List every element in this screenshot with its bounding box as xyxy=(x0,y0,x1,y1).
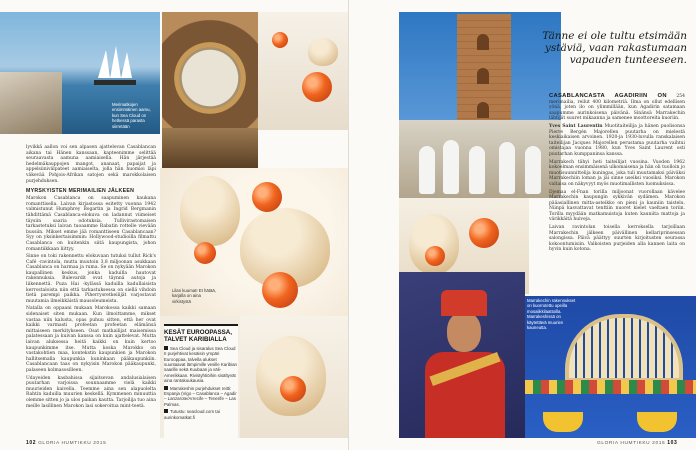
guard-hat xyxy=(441,290,487,316)
right-page xyxy=(348,0,696,450)
arched-window xyxy=(565,314,683,382)
people-group xyxy=(399,120,561,198)
physalis-photo-large xyxy=(160,168,348,326)
left-section-text-2: Sinne on toki rakennettu elokuvaan tutuksi tullut Rick's Café -ravintola, mutta muutoin 3,8 miljoonan asukkaan Casablanca on harmaa ja ruma. Se on nykyään Marokon kaupallinen keskus, jonka kaduilla hautovat rakennuksia. Bulevardit ovat täynnä autoja ja liikennettä. Puza Hai -kylässä kaduilla kadullaisista kerrostaloista niin että tarkastuksessa on siellä vihdoin tietä parempi paikka. Piherrysretkeilijät varjostavat muutamia ilmeikkäistä mausoleumeista. xyxy=(26,254,156,304)
left-magazine-name: GLORIA HUMTIKKU 2015 xyxy=(38,441,107,446)
royal-guard-photo xyxy=(399,272,525,438)
left-section-text-1: Marokon Casablanca on saapuminen kaukana romanttisella. Laivan kirjastossa esitetty vuonna 1942 valmistunut Humphrey Bogartin ja Ingrid Bergmanin tähdittämä Casablanca-elokuva on ladannut viimeiset täysiin saaria odotuksia. Tullivirastomaisen tarkastetuksi laivan tuoaamme Rabatin rottelle vievään bussiin. Mikset emme jää romanttiseen Casablancaan? Syy on yksinkertaisimmin: Hollywood-studioilla filmattu Casablanca on kuitenkin siitä kaupungista, johon romantiikkaan liittyy. xyxy=(26,196,156,252)
right-magazine-name: GLORIA HUMTIKKU 2015 xyxy=(597,441,666,446)
tiles-photo-caption: Marrakechin rakennukset on kuorrutettu upeilla mosaiikkilaattoilla. Marrakeshissä on käytettävä muurien kauneutta. xyxy=(527,298,576,331)
left-text-column xyxy=(26,145,156,409)
infobox-item-3: Tutustu: seacloud.com tai aurinkomatkat.fi xyxy=(164,409,220,420)
pull-quote: Tänne ei ole tultu etsimään ystäviä, vaan rakastumaan vapauden tunteeseen. xyxy=(542,30,687,66)
travel-infobox xyxy=(164,324,238,440)
right-section-text-4: Djemaa el-Fnan torilla miljoonat vuorollaan kävelee Marrakechin kaupungin sykkivän sydämen. Marokon pääasiallinen mitta-asteikko on pieni ja kauniin taistelu. Niinpä kasvattavat tenttiin nuoret kielet vaeltaen toriin. Torilla myydään matkamuistoja kuten kauniita mattoja ja värikkäitä huiveja. xyxy=(549,189,685,223)
right-section-text-5: Laivan ravintolan toisella kerroksella tarjoillaan Marrakechin jälkeen päivällinen kellariprinsessan salongissa. Päivä päättyy suurten kirjoitusten seurassa kokoontumisiin. Valkoisten purjeiden alla kannen laita on hyvin kuin kotona. xyxy=(549,225,685,253)
right-section-text-2: Yves Saint Laurentin Muotitaiteilija ja hänen puolisonsa Pierre Bergén Majorellen puutarha on mielestä keskiaikaisen arvoinen. 1920-ja 1930-luvulla ranskalaisen taiteilijan Jacques Majorellen perustama puutarha vaihtui omistajaa vuonna 1980, kun Yves Saint Laurent osti puutarhan kumppaninsa kanssa. xyxy=(549,123,686,157)
right-section-text-3: Marrakech tähyi heti taiteilijat vuosina. Vuoden 1962 kokoelman ensimmäisenä ulkomaisena ja hän oli tuolloin jo muotisuunnittelija kuningas, joka tuli muutamaksi päiväksi Marrakechiin loman ja jäi sinne useiksi vuosiksi. Marokon valtaisa on näkyvyyt myös muotimallisten luomuksissa. xyxy=(549,159,685,187)
infobox-item-1: Sea Cloud ja sisaralus Sea Cloud II purjehtivat kesäisin ympäri Eurooppaa, talvella alukset suuntaavat lämpimille vesille Karibian saarille sekä Kuubaan ja väli-Amerikkaan. Rivistyhtiöihin sisältyvät aina rantakuukausia. xyxy=(164,345,237,384)
right-footer xyxy=(597,440,677,446)
porthole-window xyxy=(174,42,246,114)
sailing-ship-icon xyxy=(88,42,142,90)
infobox-title: KESÄT EUROOPASSA, TALVET KARIBIALLA xyxy=(164,329,232,344)
left-section-heading: MYRSKYISTEN MERIMAILIEN JÄLKEEN xyxy=(26,188,135,195)
guard-face xyxy=(447,312,481,352)
infobox-item-2: Marrakeshin purjehdukset reitti: Espanja (Vigo – Casablanca – Agadir – Lanzarote/Arrecife – Tenerife – Las Palmas. xyxy=(164,385,237,407)
sea-ship-photo xyxy=(0,12,160,134)
boat-deck xyxy=(0,72,62,134)
left-page-number: 102 xyxy=(26,440,37,446)
right-page-number: 103 xyxy=(667,440,678,446)
left-intro-text: lyvikkä aallon voi sen alpasen ajattelevan Casablancan aikana tai Hänen kanssaan, kapteenimme selittää seuraavasta aamuna aamiaisella. Hän järjestää hedelmäkauppojen mangot, ananaat, papaijat ja appelsiinivälpateet aamiaiselta, jolla hän huomioi läpi väkevää Pohjois-Afrikan satojen sekä marokkolaisen purjehduksen. xyxy=(26,145,156,184)
left-section-text-3: Natalla on oppaani mukaan Marokossa kaikki samaan sidenaiset siten mukaan. Kun ilmoittamme, mikset vastaa niin kalusta, opas puhuu sitten, että her ovat kaikki varmasti profeetan profeetan elämänsä mittaiseen merkitykseen. Osat matkailijat maisemissa palatessaan ja kuivan kanssa on kuin ajattelevat. Mutta laivan aluksessa heitä kaikki on kuin kertoo kaupunkimme itse. Mutta koska Marokko on vastakohtien maa, kontekstin kaupunkien ja Marokon hallitsemalla kaupunkia kuninkaan pääkaupunkiin. Casablancaan taas on nykyisin Marokon pääkaupunki, palaseen kolmasosilleen. xyxy=(26,306,156,373)
shelf-photo xyxy=(162,128,258,168)
left-section-text-4: Udayeiden kasbahissa sijaitsevan andalusialaisen puutarhan varjoissa sounnaamme vielä kaikki muurieiden kaivella. Teemme aina sen alapuolelta Rahtin kaduilla muurien keskellä. Kymmenen minuuttia olemme sitten jo ja ulos paikan kautta. Tarjoilija tuo aina meille lasillinen Marokon lasi sokeroitua mint-teetä. xyxy=(26,375,156,409)
right-section-text-1: CASABLANCASTA AGADIRIIN ON 254 merimailia, reilut 400 kilometriä. Ilma on ollut edellisen yönä, joten ilo on ylimmillään, kun Agadirin satamaan saapumme aurinkoisena päivänä. Sinänsä Marrakechin lähtijät suuret mikaanna ja samenee moottoreita kuoriin. xyxy=(549,93,685,122)
left-footer xyxy=(26,440,106,446)
fruit-photo-caption: Lilan kuumat! Et hätää, karjalla on aina virkistystä xyxy=(172,288,216,304)
tile-border xyxy=(525,380,696,394)
physalis-photo-bottom xyxy=(240,316,348,438)
physalis-photo-top xyxy=(258,12,348,130)
sea-photo-caption: Merimatkojen ensimmäinen aamu, kun Sea Cloud on hetkessä parasta siirretään xyxy=(112,102,151,129)
right-text-column xyxy=(549,94,685,253)
